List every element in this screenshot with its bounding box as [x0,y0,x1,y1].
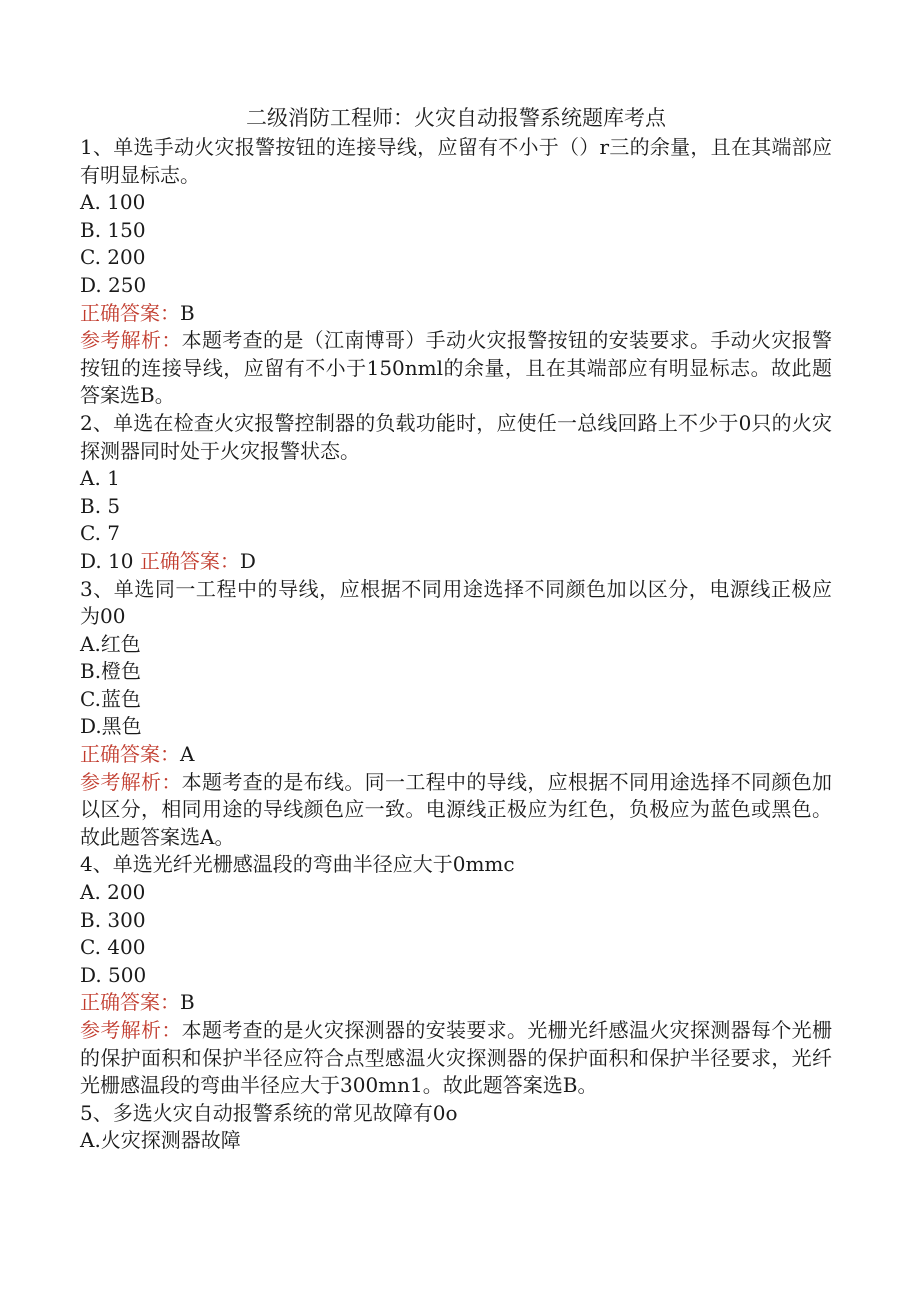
question-2-option-d: D. 10 [80,548,134,573]
question-5 [80,1100,832,1155]
question-1-stem: 1、单选手动火灾报警按钮的连接导线，应留有不小于（）r三的余量，且在其端部应有明显标志。 [80,135,832,187]
question-1-option-c: C. 200 [80,245,146,270]
document-page [80,104,832,1155]
question-4 [80,851,832,1099]
question-1-option-b: B. 150 [80,217,146,242]
question-3-option-d: D.黑色 [80,714,142,739]
question-2-option-d-with-answer [80,548,832,576]
question-4-option-b: B. 300 [80,907,146,932]
question-4-option-d: D. 500 [80,962,147,987]
question-3-option-a: A.红色 [80,631,141,656]
question-4-analysis [80,1017,832,1100]
question-5-stem: 5、多选火灾自动报警系统的常见故障有0o [80,1100,458,1125]
question-1-answer [80,300,832,328]
question-1-option-a: A. 100 [80,190,146,215]
analysis-text: 本题考查的是布线。同一工程中的导线，应根据不同用途选择不同颜色加以区分，相同用途的导线颜色应一致。电源线正极应为红色，负极应为蓝色或黑色。故此题答案选A。 [80,769,833,849]
question-3-option-b: B.橙色 [80,659,142,684]
question-3-stem: 3、单选同一工程中的导线，应根据不同用途选择不同颜色加以区分，电源线正极应为00 [80,576,832,629]
analysis-text: 本题考查的是（江南博哥）手动火灾报警按钮的安装要求。手动火灾报警按钮的连接导线，应留有不小于150nml的余量，且在其端部应有明显标志。故此题答案选B。 [80,328,833,408]
answer-label: 正确答案： [80,742,180,767]
question-3-answer [80,741,832,769]
question-2-option-b: B. 5 [80,493,121,518]
answer-label: 正确答案： [80,300,180,325]
analysis-label: 参考解析： [80,328,182,353]
answer-label: 正确答案： [80,990,180,1015]
analysis-text: 本题考查的是火灾探测器的安装要求。光栅光纤感温火灾探测器每个光栅的保护面积和保护半径应符合点型感温火灾探测器的保护面积和保护半径要求，光纤光栅感温段的弯曲半径应大于300mn1。故此题答案选B。 [80,1018,833,1098]
question-4-option-c: C. 400 [80,935,146,960]
question-3-analysis [80,769,832,852]
analysis-label: 参考解析： [80,769,182,794]
question-1-analysis [80,327,832,410]
question-1 [80,134,832,410]
answer-value: A [180,742,195,767]
document-title: 二级消防工程师：火灾自动报警系统题库考点 [246,106,666,130]
question-3 [80,576,832,852]
analysis-label: 参考解析： [80,1018,182,1042]
question-3-option-c: C.蓝色 [80,686,141,711]
answer-value: B [180,300,195,325]
question-2-option-a: A. 1 [80,466,120,491]
answer-label: 正确答案： [139,548,240,573]
question-2 [80,410,832,576]
question-4-option-a: A. 200 [80,880,146,905]
question-4-stem: 4、单选光纤光栅感温段的弯曲半径应大于0mmc [80,852,515,877]
answer-value: B [180,990,195,1015]
answer-value: D [239,548,256,573]
question-1-option-d: D. 250 [80,272,147,297]
question-5-option-a: A.火灾探测器故障 [80,1128,241,1153]
question-2-option-c: C. 7 [80,521,121,546]
question-2-stem: 2、单选在检查火灾报警控制器的负载功能时，应使任一总线回路上不少于0只的火灾探测器同时处于火灾报警状态。 [80,410,832,463]
question-4-answer [80,989,832,1017]
